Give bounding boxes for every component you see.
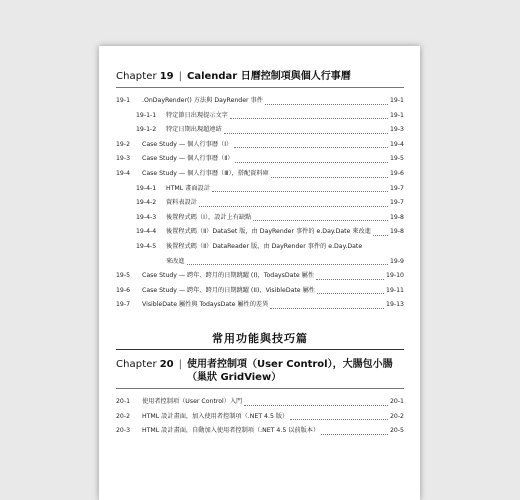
toc-entry-number: 20-3 — [116, 427, 131, 435]
toc-entry-title: HTML 設計畫面，加入使用者控制項（.NET 4.5 版） — [142, 412, 289, 420]
chapter-label: Chapter — [116, 71, 157, 82]
chapter-20-section — [116, 358, 404, 439]
toc-entry-number: 19-3 — [116, 155, 131, 163]
toc-entry — [116, 182, 404, 197]
toc-leader-dots — [187, 264, 388, 265]
chapter-19-toc — [116, 94, 404, 313]
part-title: 常用功能與技巧篇 — [212, 332, 308, 345]
toc-entry-number: 19-4-4 — [136, 228, 157, 236]
toc-entry-number: 19-4-1 — [136, 184, 157, 192]
toc-entry-number: 19-2 — [116, 140, 131, 148]
toc-entry-title: Case Study — 個人行事曆（Ⅰ） — [142, 140, 233, 148]
toc-entry-page: 19-6 — [389, 169, 404, 177]
chapter-divider — [116, 388, 404, 389]
toc-entry-number: 19-4-3 — [136, 213, 157, 221]
toc-entry-page: 20-2 — [389, 412, 404, 420]
toc-entry-page: 19-4 — [389, 140, 404, 148]
toc-entry-title: 使用者控制項（User Control）入門 — [142, 398, 243, 405]
toc-entry — [116, 255, 404, 270]
toc-entry-page: 19-7 — [389, 184, 404, 192]
toc-entry — [116, 167, 404, 182]
toc-entry-title: Case Study — 跨年、跨月的日期跳躍 (I)，TodaysDate 屬性 — [142, 272, 315, 280]
chapter-number: 20 — [159, 359, 174, 370]
toc-entry-number: 20-1 — [116, 398, 131, 405]
toc-entry-title: 後置程式碼（Ⅱ）DataReader 版，由 DayRender 事件的 e.Day.Date — [166, 242, 363, 250]
toc-entry — [116, 410, 404, 425]
toc-leader-dots — [317, 293, 384, 294]
toc-entry-number: 19-1-2 — [136, 126, 157, 134]
toc-entry — [116, 196, 404, 211]
toc-entry-page: 19-13 — [386, 301, 404, 309]
toc-leader-dots — [373, 235, 388, 236]
toc-entry — [116, 94, 404, 109]
part-divider — [116, 349, 404, 350]
chapter-title: Calendar 日曆控制項與個人行事曆 — [186, 71, 351, 82]
toc-entry-number: 19-4-2 — [136, 199, 157, 207]
toc-entry-number: 19-7 — [116, 301, 131, 309]
toc-entry-page: 20-1 — [389, 398, 404, 405]
toc-entry — [116, 138, 404, 153]
toc-leader-dots — [199, 206, 388, 207]
toc-entry-title: Case Study — 個人行事曆（Ⅱ） — [142, 155, 234, 163]
toc-entry-page: 19-8 — [389, 213, 404, 221]
toc-entry-page: 19-5 — [389, 155, 404, 163]
toc-entry — [116, 424, 404, 439]
toc-entry-number: 19-6 — [116, 286, 131, 294]
book-page — [99, 46, 420, 500]
toc-entry-page: 19-3 — [389, 126, 404, 134]
toc-entry-title: Case Study — 跨年、跨月的日期跳躍 (II)，VisibleDate 屬性 — [142, 286, 315, 294]
toc-leader-dots — [212, 191, 388, 192]
toc-entry — [116, 269, 404, 284]
chapter-20-heading — [116, 358, 404, 384]
toc-leader-dots — [265, 104, 388, 105]
toc-entry-page: 19-10 — [386, 272, 404, 280]
chapter-number: 19 — [159, 71, 174, 82]
toc-leader-dots — [224, 133, 388, 134]
toc-leader-dots — [230, 118, 388, 119]
toc-entry — [116, 395, 404, 410]
toc-entry-number: 19-5 — [116, 272, 131, 280]
toc-entry — [116, 152, 404, 167]
toc-entry — [116, 109, 404, 124]
toc-leader-dots — [244, 405, 388, 406]
toc-leader-dots — [316, 279, 384, 280]
chapter-separator: | — [178, 71, 182, 82]
toc-entry-page: 19-11 — [386, 286, 404, 294]
toc-entry-page: 20-5 — [389, 427, 404, 435]
chapter-divider — [116, 87, 404, 88]
toc-leader-dots — [270, 308, 384, 309]
chapter-title-line-1: 使用者控制項（User Control），大腸包小腸 — [186, 359, 393, 370]
toc-entry — [116, 123, 404, 138]
toc-leader-dots — [253, 220, 388, 221]
toc-entry — [116, 284, 404, 299]
toc-entry-title: 後置程式碼（Ⅰ），設計上有缺點 — [166, 213, 252, 221]
toc-entry — [116, 298, 404, 313]
toc-entry — [116, 225, 404, 240]
toc-leader-dots — [321, 434, 388, 435]
toc-entry-title: VisibleDate 屬性與 TodaysDate 屬性的差異 — [142, 301, 269, 309]
toc-leader-dots — [234, 147, 388, 148]
toc-entry-number: 19-1-1 — [136, 111, 157, 119]
chapter-19-section — [116, 70, 404, 313]
toc-leader-dots — [235, 162, 388, 163]
toc-entry-number: 19-4-5 — [136, 242, 157, 250]
toc-entry-title: HTML 設計畫面，自動加入使用者控制項（.NET 4.5 以前版本） — [142, 427, 320, 435]
toc-entry-title: 特定節日出現提示文字 — [166, 111, 228, 119]
toc-entry-title: Case Study — 個人行事曆（Ⅲ），搭配資料庫 — [142, 169, 269, 177]
toc-leader-dots — [290, 419, 388, 420]
toc-entry — [116, 211, 404, 226]
toc-entry-title: 來改進 — [166, 257, 185, 265]
toc-entry-page: 19-1 — [389, 97, 404, 104]
toc-entry-page: 19-1 — [389, 111, 404, 119]
toc-entry-title: HTML 畫面設計 — [166, 184, 210, 192]
chapter-title — [187, 358, 393, 384]
toc-entry-page: 19-7 — [389, 199, 404, 207]
part-heading-section — [116, 330, 404, 350]
toc-entry-number: 19-1 — [116, 97, 131, 104]
chapter-label: Chapter — [116, 359, 157, 370]
toc-entry-title: 後置程式碼（Ⅱ）DataSet 版，由 DayRender 事件的 e.Day.Date 來改進 — [166, 228, 371, 236]
toc-entry-page: 19-9 — [389, 257, 404, 265]
chapter-20-toc — [116, 395, 404, 439]
toc-entry-title: 特定日期出現超連結 — [166, 126, 222, 134]
toc-leader-dots — [271, 177, 388, 178]
chapter-title-line-2: （巢狀 GridView） — [186, 372, 282, 383]
toc-entry — [116, 240, 404, 255]
toc-entry-number: 20-2 — [116, 412, 131, 420]
toc-entry-title: .OnDayRender() 方法與 DayRender 事件 — [142, 97, 263, 104]
toc-entry-title: 資料表設計 — [166, 199, 197, 207]
toc-entry-number: 19-4 — [116, 169, 131, 177]
chapter-separator: | — [178, 359, 182, 370]
chapter-19-heading — [116, 70, 404, 83]
toc-entry-page: 19-8 — [389, 228, 404, 236]
